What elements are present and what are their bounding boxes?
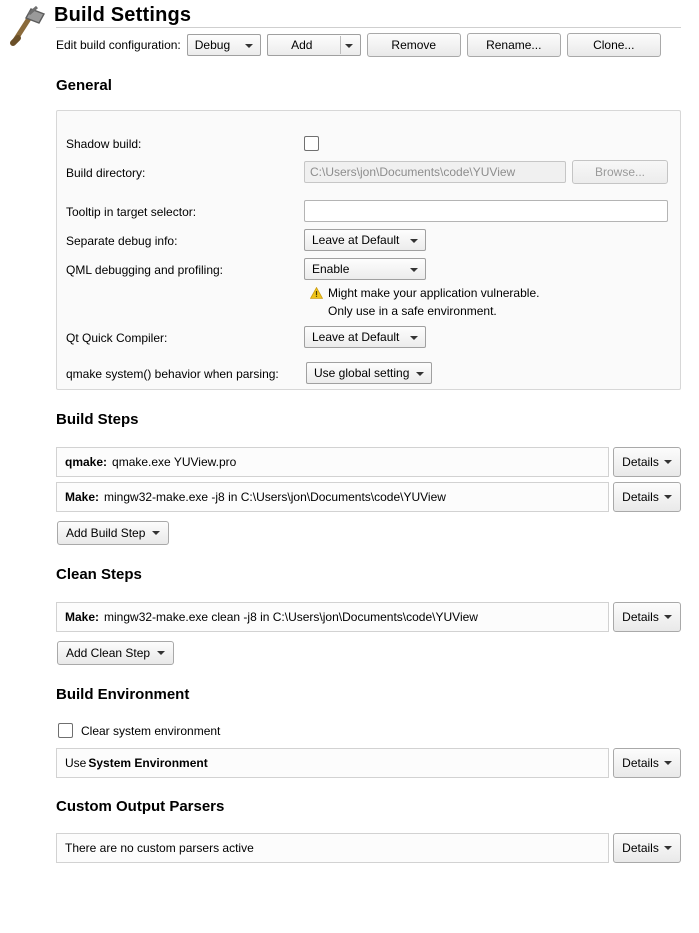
shadow-build-label: Shadow build: (66, 137, 142, 151)
add-build-step-button[interactable] (57, 521, 169, 545)
system-environment-row (56, 748, 681, 778)
clean-step-detail: mingw32-make.exe clean -j8 in C:\Users\jon\Documents\code\YUView (104, 610, 478, 624)
clean-steps-heading: Clean Steps (56, 566, 142, 583)
clone-configuration-button[interactable]: Clone... (567, 33, 661, 57)
build-configuration-row (56, 33, 661, 57)
build-step-summary[interactable] (56, 482, 609, 512)
qml-debugging-label: QML debugging and profiling: (66, 263, 223, 277)
build-step-detail: mingw32-make.exe -j8 in C:\Users\jon\Documents\code\YUView (104, 490, 446, 504)
clear-system-environment-row[interactable] (58, 723, 220, 738)
system-environment-summary[interactable] (56, 748, 609, 778)
custom-parsers-row (56, 833, 681, 863)
chevron-down-icon (664, 460, 672, 464)
clean-step-summary[interactable] (56, 602, 609, 632)
qml-warning-text-2: Only use in a safe environment. (328, 304, 497, 318)
clear-system-environment-checkbox[interactable] (58, 723, 73, 738)
details-label: Details (622, 610, 659, 624)
hammer-icon (4, 2, 48, 46)
qml-debugging-select[interactable]: Enable (304, 258, 426, 280)
chevron-down-icon (664, 846, 672, 850)
shadow-build-checkbox[interactable] (304, 136, 319, 151)
tooltip-input[interactable] (304, 200, 668, 222)
add-build-step-label: Add Build Step (66, 526, 146, 540)
chevron-down-icon (664, 495, 672, 499)
page-title: Build Settings (54, 4, 192, 26)
qt-quick-compiler-select[interactable]: Leave at Default (304, 326, 426, 348)
qt-quick-compiler-label: Qt Quick Compiler: (66, 331, 168, 345)
clean-step-name: Make: (65, 610, 100, 624)
chevron-down-icon (664, 761, 672, 765)
clean-step-row-make (56, 602, 681, 632)
chevron-down-icon (152, 531, 160, 535)
remove-configuration-button[interactable]: Remove (367, 33, 461, 57)
title-divider (56, 27, 681, 28)
custom-parsers-status[interactable]: There are no custom parsers active (56, 833, 609, 863)
build-step-summary[interactable] (56, 447, 609, 477)
details-label: Details (622, 841, 659, 855)
build-step-name: qmake: (65, 455, 108, 469)
browse-button[interactable]: Browse... (572, 160, 668, 184)
custom-output-parsers-heading: Custom Output Parsers (56, 798, 225, 815)
details-label: Details (622, 756, 659, 770)
add-button-divider (340, 36, 341, 54)
qmake-system-label: qmake system() behavior when parsing: (66, 367, 279, 381)
separate-debug-info-select[interactable]: Leave at Default (304, 229, 426, 251)
add-clean-step-label: Add Clean Step (66, 646, 151, 660)
environment-details-button[interactable] (613, 748, 681, 778)
warning-icon (310, 287, 323, 299)
clear-system-environment-label: Clear system environment (81, 723, 221, 738)
edit-build-configuration-label: Edit build configuration: (56, 38, 181, 52)
custom-parsers-details-button[interactable] (613, 833, 681, 863)
qml-warning-text-1: Might make your application vulnerable. (328, 286, 540, 300)
add-configuration-label: Add (291, 38, 313, 52)
system-environment-name: System Environment (88, 756, 208, 770)
use-prefix-label: Use (65, 756, 87, 770)
qml-warning-line-1 (310, 286, 539, 300)
general-heading: General (56, 77, 112, 94)
build-step-row-qmake (56, 447, 681, 477)
build-environment-heading: Build Environment (56, 686, 190, 703)
build-configuration-select[interactable]: Debug (187, 34, 261, 56)
qmake-system-select[interactable]: Use global setting (306, 362, 432, 384)
rename-configuration-button[interactable]: Rename... (467, 33, 561, 57)
separate-debug-info-label: Separate debug info: (66, 234, 178, 248)
details-label: Details (622, 455, 659, 469)
clean-step-details-button[interactable] (613, 602, 681, 632)
chevron-down-icon (664, 615, 672, 619)
details-label: Details (622, 490, 659, 504)
build-step-details-button[interactable] (613, 482, 681, 512)
build-directory-input[interactable]: C:\Users\jon\Documents\code\YUView (304, 161, 566, 183)
build-step-name: Make: (65, 490, 100, 504)
chevron-down-icon (157, 651, 165, 655)
build-step-details-button[interactable] (613, 447, 681, 477)
tooltip-label: Tooltip in target selector: (66, 205, 197, 219)
add-clean-step-button[interactable] (57, 641, 174, 665)
build-directory-label: Build directory: (66, 166, 146, 180)
qml-warning-line-2 (328, 304, 497, 318)
build-step-detail: qmake.exe YUView.pro (112, 455, 237, 469)
add-configuration-button[interactable] (267, 34, 361, 56)
build-step-row-make (56, 482, 681, 512)
build-steps-heading: Build Steps (56, 411, 139, 428)
